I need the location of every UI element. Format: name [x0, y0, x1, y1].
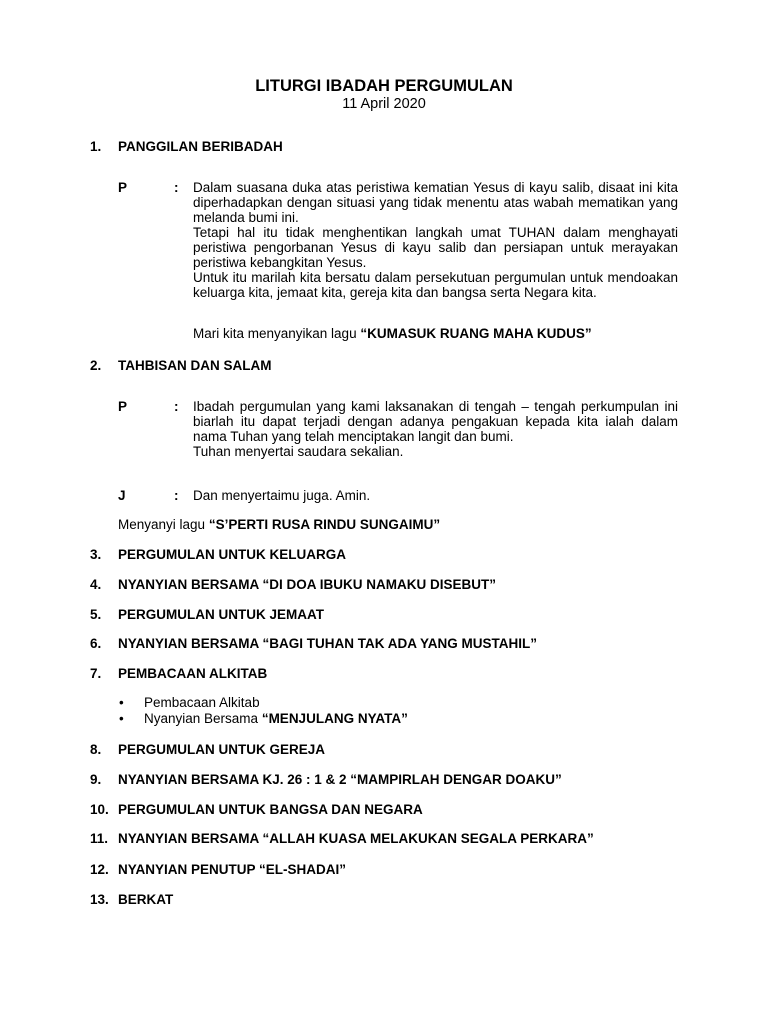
song-line-2	[118, 517, 440, 532]
section-label: PERGUMULAN UNTUK JEMAAT	[118, 607, 324, 622]
section-number: 10.	[90, 802, 109, 817]
section-label: NYANYIAN BERSAMA KJ. 26 : 1 & 2 “MAMPIRLAH DENGAR DOAKU”	[118, 772, 562, 787]
page-title: LITURGI IBADAH PERGUMULAN	[255, 77, 513, 95]
section-label: PANGGILAN BERIBADAH	[118, 139, 283, 154]
speaker-colon: :	[174, 180, 179, 195]
section-2-text	[193, 399, 678, 459]
song-title: “KUMASUK RUANG MAHA KUDUS”	[360, 326, 592, 341]
section-number: 7.	[90, 666, 102, 681]
paragraph: Tetapi hal itu tidak menghentikan langkah umat TUHAN dalam menghayati peristiwa pengorbanan Yesus di kayu salib dan persiapan untuk merayakan peristiwa kebangkitan Yesus.	[193, 225, 678, 270]
section-heading-4	[90, 577, 496, 592]
response-text: Dan menyertaimu juga. Amin.	[193, 488, 371, 503]
bullet-list	[118, 695, 408, 727]
bullet-icon: •	[119, 695, 124, 710]
section-label: NYANYIAN BERSAMA “DI DOA IBUKU NAMAKU DISEBUT”	[118, 577, 497, 592]
song-title: “S’PERTI RUSA RINDU SUNGAIMU”	[208, 517, 441, 532]
bullet-icon: •	[119, 711, 124, 726]
section-heading-11	[90, 831, 594, 846]
section-label: NYANYIAN PENUTUP “EL-SHADAI”	[118, 862, 347, 877]
section-heading-1	[90, 139, 283, 154]
list-item	[118, 711, 408, 727]
speaker-colon: :	[174, 399, 179, 414]
section-heading-12	[90, 862, 346, 877]
section-label: PERGUMULAN UNTUK GEREJA	[118, 742, 326, 757]
song-intro: Menyanyi lagu	[118, 517, 209, 532]
section-label: NYANYIAN BERSAMA “BAGI TUHAN TAK ADA YANG MUSTAHIL”	[118, 636, 538, 651]
speaker-p: P	[118, 399, 128, 414]
section-heading-6	[90, 636, 537, 651]
list-item-text: Pembacaan Alkitab	[144, 695, 260, 710]
section-number: 8.	[90, 742, 102, 757]
section-number: 13.	[90, 892, 109, 907]
section-number: 12.	[90, 862, 109, 877]
section-heading-8	[90, 742, 325, 757]
section-heading-2	[90, 358, 272, 373]
speaker-j: J	[118, 488, 126, 503]
paragraph: Ibadah pergumulan yang kami laksanakan di tengah – tengah perkumpulan ini biarlah itu dapat terjadi dengan adanya pengakuan kepada kita ialah dalam nama Tuhan yang telah menciptakan langit dan bumi.	[193, 399, 678, 444]
section-number: 5.	[90, 607, 102, 622]
paragraph: Dalam suasana duka atas peristiwa kematian Yesus di kayu salib, disaat ini kita diperhadapkan dengan situasi yang tidak menentu atas wabah mematikan yang melanda bumi ini.	[193, 180, 678, 225]
section-label: PEMBACAAN ALKITAB	[118, 666, 268, 681]
section-label: PERGUMULAN UNTUK BANGSA DAN NEGARA	[118, 802, 423, 817]
section-number: 3.	[90, 547, 102, 562]
section-number: 1.	[90, 139, 102, 154]
section-1-text	[193, 180, 678, 300]
paragraph: Tuhan menyertai saudara sekalian.	[193, 444, 404, 459]
speaker-p: P	[118, 180, 128, 195]
section-heading-9	[90, 772, 562, 787]
speaker-colon: :	[174, 488, 179, 503]
section-label: NYANYIAN BERSAMA “ALLAH KUASA MELAKUKAN SEGALA PERKARA”	[118, 831, 594, 846]
section-heading-5	[90, 607, 324, 622]
section-number: 11.	[90, 831, 109, 846]
section-label: BERKAT	[118, 892, 174, 907]
list-item	[118, 695, 408, 711]
section-heading-10	[90, 802, 423, 817]
section-label: PERGUMULAN UNTUK KELUARGA	[118, 547, 346, 562]
section-number: 9.	[90, 772, 102, 787]
song-line-1	[193, 326, 592, 341]
paragraph: Untuk itu marilah kita bersatu dalam persekutuan pergumulan untuk mendoakan keluarga kita, jemaat kita, gereja kita dan bangsa serta Negara kita.	[193, 270, 678, 300]
song-intro: Mari kita menyanyikan lagu	[193, 326, 361, 341]
section-label: TAHBISAN DAN SALAM	[118, 358, 272, 373]
list-item-text: Nyanyian Bersama	[144, 711, 262, 726]
section-number: 4.	[90, 577, 102, 592]
page-date: 11 April 2020	[342, 96, 426, 112]
section-number: 2.	[90, 358, 102, 373]
section-heading-3	[90, 547, 346, 562]
section-number: 6.	[90, 636, 102, 651]
section-heading-7	[90, 666, 267, 681]
song-title: “MENJULANG NYATA”	[261, 711, 408, 726]
section-heading-13	[90, 892, 173, 907]
